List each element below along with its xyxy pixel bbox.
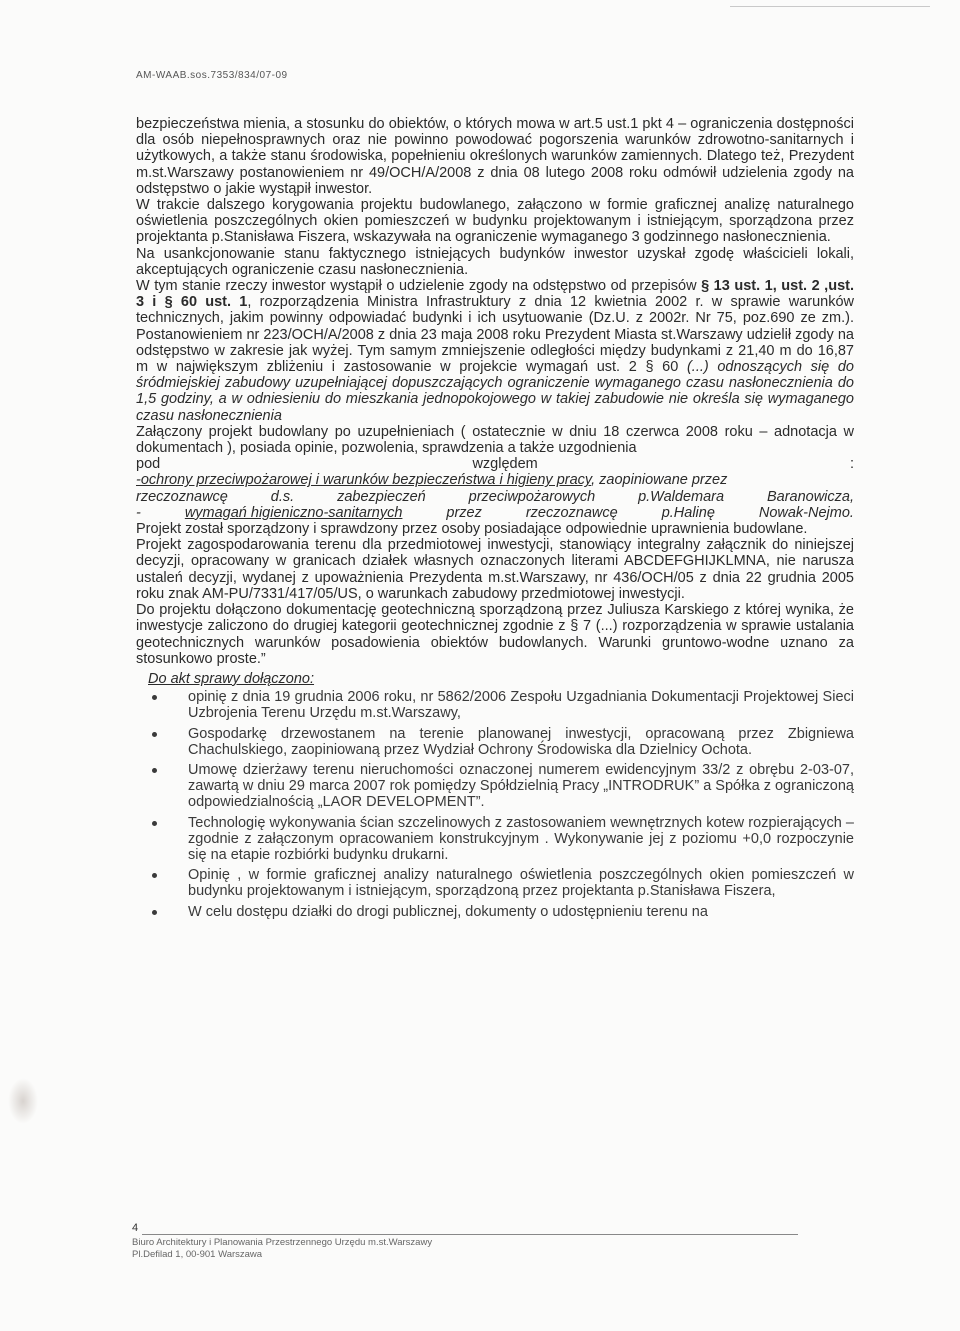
paragraph: bezpieczeństwa mienia, a stosunku do obiektów, o których mowa w art.5 ust.1 pkt 4 – ograniczenia dostępności dla osób niepełnosprawnych oraz nie powinno powodować pogorszenia warunków zdrowotno-sanitarnych i użytkowych, a także stanu środowiska, popełnieniu określonych warunków zamiennych. Dlatego też, Prezydent m.st.Warszawy postanowieniem nr 49/OCH/A/2008 z dnia 08 lutego 2008 roku odmówił udzielenia zgody na odstępstwo o jakie wystąpił inwestor. <box>136 116 854 197</box>
paragraph: Do projektu dołączono dokumentację geotechniczną sporządzoną przez Juliusza Karskiego z której wynika, że inwestycje zaliczono do drugiej kategorii geotechnicznej zgodnie z § 7 (...) rozporządzenia w sprawie ustalania geotechnicznych warunków posadowienia obiektów budowlanych. Warunki gruntowo-wodne uznano za stosunkowo proste.” <box>136 602 854 667</box>
list-item: Technologię wykonywania ścian szczelinowych z zastosowaniem wewnętrznych kotew rozpierających – zgodnie z załączonym opracowaniem konstrukcyjnym . Wykonywanie jej z poziomu +0,0 rozpoczynie się na etapie rozbiórki budynku drukarni. <box>136 815 854 864</box>
bullet-icon <box>152 821 157 826</box>
footer-office: Biuro Architektury i Planowania Przestrzennego Urzędu m.st.Warszawy <box>132 1237 433 1248</box>
paragraph: Projekt został sporządzony i sprawdzony przez osoby posiadające odpowiednie uprawnienia budowlane. <box>136 521 808 538</box>
attachments-list <box>136 689 854 920</box>
document-body <box>136 116 854 924</box>
bullet-icon <box>152 768 157 773</box>
list-item: Gospodarkę drzewostanem na terenie planowanej inwestycji, opracowaną przez Zbigniewa Chachulskiego, zaopiniowaną przez Wydział Ochrony Środowiska dla Dzielnicy Ochota. <box>136 726 854 758</box>
text-line: pod względem : <box>136 456 854 473</box>
list-item: Opinię , w formie graficznej analizy naturalnego oświetlenia poszczególnych okien pomieszczeń w budynku projektowanym i istniejącym, sporządzoną przez projektanta p.Stanisława Fiszera, <box>136 867 854 899</box>
list-item: opinię z dnia 19 grudnia 2006 roku, nr 5862/2006 Zespołu Uzgadniania Dokumentacji Projektowej Sieci Uzbrojenia Terenu Urzędu m.st.Warszawy, <box>136 689 854 721</box>
paragraph: Załączony projekt budowlany po uzupełnieniach ( ostatecznie w dniu 18 czerwca 2008 roku – adnotacja w dokumentach ), posiada opinie, pozwolenia, sprawdzenia a także uzgodnienia <box>136 423 854 457</box>
list-item: Umowę dzierżawy terenu nieruchomości oznaczonej numerem ewidencyjnym 33/2 z obrębu 2-03-07, zawartą w dniu 29 marca 2007 rok pomiędzy Spółdzielnią Pracy „INTRODRUK” a Spółka z ograniczoną odpowiedzialnością „LAOR DEVELOPMENT”. <box>136 762 854 811</box>
footer-address: Pl.Defilad 1, 00-901 Warszawa <box>132 1249 263 1260</box>
bullet-icon <box>152 910 157 915</box>
paragraph: W trakcie dalszego korygowania projektu budowlanego, załączono w formie graficznej analizę naturalnego oświetlenia poszczególnych okien pomieszczeń w budynku projektowanym i istniejącym, sporządzona przez projektanta p.Stanisława Fiszera, wskazywała na ograniczenie wymaganego 3 godzinnego nasłonecznienia. <box>136 197 854 246</box>
page-footer <box>132 1222 798 1261</box>
attachments-heading: Do akt sprawy dołączono: <box>148 670 315 687</box>
paragraph: Projekt zagospodarowania terenu dla przedmiotowej inwestycji, stanowiący integralny załącznik do niniejszej decyzji, opracowany w granicach działek własnych oznaczonych literami ABCDEFGHIJKLMNA, nie narusza ustaleń decyzji, wydanej z upoważnienia Prezydenta m.st.Warszawy, nr 436/OCH/05 z dnia 22 grudnia 2005 roku znak AM-PU/7331/417/05/US, o warunkach zabudowy przedmiotowej inwestycji. <box>136 537 854 602</box>
bullet-icon <box>152 695 157 700</box>
bullet-icon <box>152 732 157 737</box>
footer-divider <box>142 1234 798 1235</box>
text-line: rzeczoznawcę d.s. zabezpieczeń przeciwpożarowych p.Waldemara Baranowicza, <box>136 488 854 505</box>
scan-edge-line <box>730 6 930 7</box>
page-number: 4 <box>132 1222 139 1234</box>
list-item: W celu dostępu działki do drogi publicznej, dokumenty o udostępnieniu terenu na <box>136 904 854 920</box>
document-reference: AM-WAAB.sos.7353/834/07-09 <box>136 70 288 81</box>
opinion-sanitary: - wymagań higieniczno-sanitarnych przez rzeczoznawcę p.Halinę Nowak-Nejmo. <box>136 504 854 521</box>
opinion-fire-safety: -ochrony przeciwpożarowej i warunków bezpieczeństwa i higieny pracy, zaopiniowane przez <box>136 472 728 489</box>
paragraph: W tym stanie rzeczy inwestor wystąpił o udzielenie zgody na odstępstwo od przepisów § 13 ust. 1, ust. 2 ,ust. 3 i § 60 ust. 1, rozporządzenia Ministra Infrastruktury z dnia 12 kwietnia 2002 r. w sprawie warunków technicznych, jakim powinny odpowiadać budynki i ich usytuowanie (Dz.U. z 2002r. Nr 75, poz.690 ze zm.). Postanowieniem nr 223/OCH/A/2008 z dnia 23 maja 2008 roku Prezydent Miasta st.Warszawy udzielił zgody na odstępstwo w zakresie jak wyżej. Tym samym zmniejszenie odległości między budynkami z 21,40 m do 16,87 m w największym zbliżeniu i zastosowanie w projekcie wymagań ust. 2 § 60 (...) odnoszących się do śródmiejskiej zabudowy uzupełniającej dopuszczających ograniczenie wymaganego czasu nasłonecznienia do 1,5 godziny, a w odniesieniu do mieszkania jednopokojowego w takiej zabudowie nie określa się wymaganego czasu nasłonecznienia <box>136 278 854 424</box>
paragraph: Na usankcjonowanie stanu faktycznego istniejących budynków inwestor uzyskał zgodę właścicieli lokali, akceptujących ograniczenie czasu nasłonecznienia. <box>136 245 854 278</box>
bullet-icon <box>152 873 157 878</box>
scan-smudge <box>8 1078 38 1124</box>
